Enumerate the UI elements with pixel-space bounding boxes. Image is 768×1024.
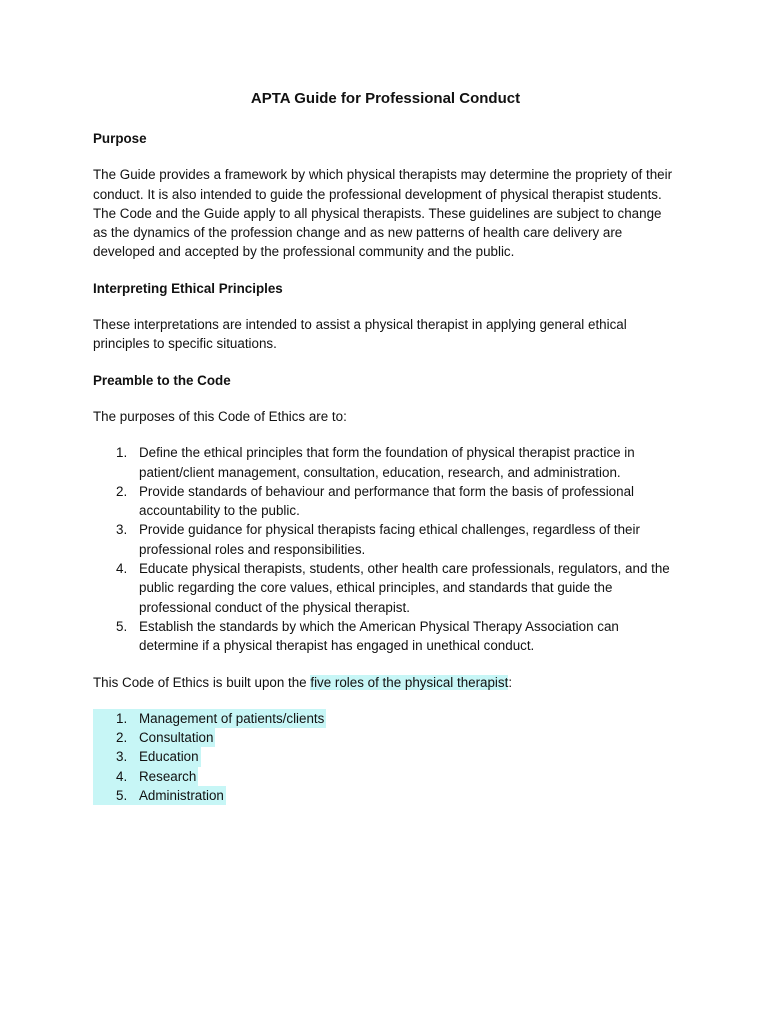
purpose-paragraph: The Guide provides a framework by which physical therapists may determine the propriety of their conduct. It is also intended to guide the professional development of physical therapist students. The Code and the Guide apply to all physical therapists. These guidelines are subject to change as the dynamics of the profession change and as new patterns of health care delivery are developed and accepted by the professional community and the public.	[93, 167, 673, 260]
highlighted-role	[93, 767, 198, 786]
highlighted-role	[93, 709, 326, 728]
list-number: 5.	[116, 618, 128, 634]
list-item-text: Provide standards of behaviour and performance that form the basis of professional accountability to the public.	[139, 483, 634, 519]
document-content	[93, 88, 678, 822]
list-number: 3.	[116, 522, 128, 538]
role-text: Consultation	[139, 730, 214, 746]
list-item	[93, 443, 678, 482]
highlighted-role	[93, 747, 201, 766]
list-item	[93, 709, 678, 728]
list-item-text: Provide guidance for physical therapists facing ethical challenges, regardless of their professional roles and responsibilities.	[139, 522, 640, 557]
list-item	[93, 482, 678, 521]
roles-intro	[93, 673, 678, 692]
list-item-text: Define the ethical principles that form the foundation of physical therapist practice in patient/client management, consultation, education, research, and administration.	[139, 445, 635, 480]
interpreting-paragraph: These interpretations are intended to assist a physical therapist in applying general ethical principles to specific situations.	[93, 317, 627, 352]
highlighted-role	[93, 728, 215, 747]
role-text: Management of patients/clients	[139, 710, 325, 726]
highlighted-role	[93, 786, 226, 805]
list-item-text: Educate physical therapists, students, other health care professionals, regulators, and the public regarding the core values, ethical principles, and standards that guide the professional conduct of the physical therapist.	[139, 561, 670, 615]
roles-intro-highlight: five roles of the physical therapist	[310, 674, 509, 690]
list-number: 3.	[116, 749, 128, 765]
list-number: 1.	[116, 710, 128, 726]
roles-list	[93, 709, 678, 805]
list-item	[93, 786, 678, 805]
role-text: Education	[139, 749, 199, 765]
list-number: 4.	[116, 768, 128, 784]
list-item	[93, 559, 678, 617]
list-item-text: Establish the standards by which the American Physical Therapy Association can determine if a physical therapist has engaged in unethical conduct.	[139, 618, 619, 654]
purpose-heading: Purpose	[93, 131, 147, 146]
list-item	[93, 617, 678, 656]
preamble-heading: Preamble to the Code	[93, 372, 231, 388]
list-item	[93, 747, 678, 766]
list-number: 5.	[116, 788, 128, 804]
list-item	[93, 728, 678, 747]
role-text: Administration	[139, 788, 224, 804]
role-text: Research	[139, 768, 197, 784]
preamble-intro: The purposes of this Code of Ethics are to:	[93, 408, 347, 424]
list-number: 2.	[116, 483, 128, 499]
interpreting-heading: Interpreting Ethical Principles	[93, 280, 283, 296]
purposes-list	[93, 443, 678, 655]
list-item	[93, 520, 678, 559]
list-number: 4.	[116, 561, 128, 577]
roles-intro-text: This Code of Ethics is built upon the	[93, 674, 311, 690]
list-number: 2.	[116, 730, 128, 746]
list-number: 1.	[116, 445, 128, 461]
document-title: APTA Guide for Professional Conduct	[250, 90, 521, 107]
list-item	[93, 767, 678, 786]
roles-intro-colon: :	[508, 674, 513, 690]
